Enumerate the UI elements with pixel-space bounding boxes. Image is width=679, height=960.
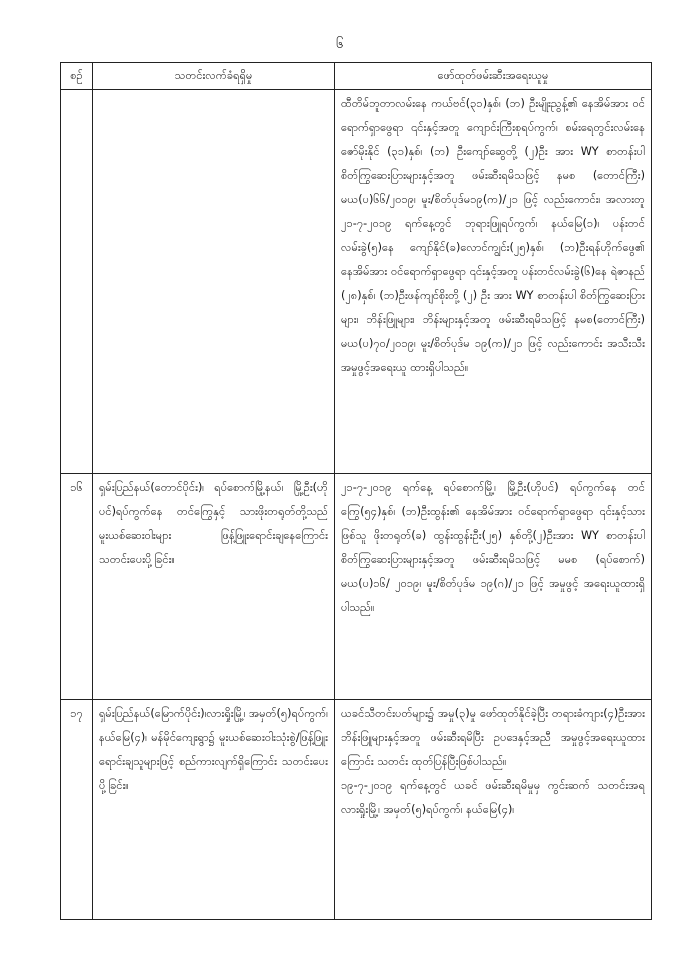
row-serial-number [61,90,93,474]
table-header [61,63,652,90]
page-number: ၆ [335,37,344,52]
header-row [61,63,652,90]
action-paragraph: ထီတိမ်ဘူတာလမ်းနေ ကယ်ဗင်(၃၁)နှစ်၊ (ဘ) ဦးမျိုးညွန့်၏ နေအိမ်အား ဝင်ရောက်ရှာဖွေရာ ၎င်းနှင့်အတူ ကျောင်းကြီးစုရပ်ကွက်၊ စမ်းရေတွင်းလမ်းနေ ဇော်မိုးနိုင် (၃၁)နှစ်၊ (ဘ) ဦးကျော်ဆွေတို့ (၂)ဦး အား WY စာတန်းပါ စိတ်ကြွဆေးပြားများနှင့်အတူ ဖမ်းဆီးရမိသဖြင့် နမစ (တောင်ကြီး) မယ(ပ)၆၆/၂၀၁၉၊ မူး/စိတ်ပုဒ်မ၁၉(က)/၂၁ ဖြင့် လည်းကောင်း၊ အလားတူ ၂၁-၇-၂၀၁၉ ရက်နေ့တွင် ဘုရားဖြူရပ်ကွက်၊ နယ်မြေ(၁)၊ ပန်းတင်လမ်းခွဲ(၅)နေ ကျော်နိုင်(ခ)လောင်ကျွင်း(၂၅)နှစ်၊ (ဘ)ဦးရန်ဟိုက်ဖွေ၏ နေအိမ်အား ဝင်ရောက်ရှာဖွေရာ ၎င်းနှင့်အတူ ပန်းတင်လမ်းခွဲ(၆)နေ ရဲဇာနည် (၂၈)နှစ်၊ (ဘ)ဦးဖန်ကျင်စိုးတို့ (၂) ဦး အား WY စာတန်းပါ စိတ်ကြွဆေးပြားများ၊ ဘိန်းဖြူများ၊ ဘိန်းများနှင့်အတူ ဖမ်းဆီးရမိသဖြင့် နမစ(တောင်ကြီး) မယ(ပ)၇၀/၂၀၁၉၊ မူး/စိတ်ပုဒ်မ ၁၉(က)/၂၁ ဖြင့် လည်းကောင်း အသီးသီး အမှုဖွင့်အရေးယူ ထားရှိပါသည်။ [341,97,645,374]
action-paragraph: ၁၉-၇-၂၀၁၉ ရက်နေ့တွင် ယခင် ဖမ်းဆီးရမိမှုမှ ကွင်းဆက် သတင်းအရ လားရှိုးမြို့၊ အမှတ်(၅)ရပ်ကွက်၊ နယ်မြေ(၄)၊ [341,779,645,816]
row-information-received: ရှမ်းပြည်နယ်(မြောက်ပိုင်း)၊လားရှိုးမြို့၊ အမှတ်(၅)ရပ်ကွက်၊ နယ်မြေ(၄)၊ မန်မိုင်ကျေးရွာ၌ မူးယစ်ဆေးဝါးသုံးစွဲ/ဖြန့်ဖြူး ရောင်းချသူများဖြင့် စည်ကားလျက်ရှိကြောင်း သတင်းပေးပို့ခြင်း။ [93,700,335,920]
header-action-taken: ဖော်ထုတ်ဖမ်းဆီးအရေးယူမှု [335,63,652,90]
action-paragraph: ယခင်သီတင်းပတ်များ၌ အမှု(၃)မှု ဖော်ထုတ်နိုင်ခဲ့ပြီး တရားခံကျား(၄)ဦးအား ဘိန်းဖြူများနှင့်အတူ ဖမ်းဆီးရမိပြီး ဥပဒေနှင့်အညီ အမှုဖွင့်အရေးယူထားကြောင်း သတင်း ထုတ်ပြန်ပြီးဖြစ်ပါသည်။ [341,707,645,768]
header-information-received: သတင်းလက်ခံရရှိမှု [93,63,335,90]
row-serial-number: ၁၆ [61,474,93,700]
table-row [61,90,652,474]
row-serial-number: ၁၇ [61,700,93,920]
row-information-received: ရှမ်းပြည်နယ်(တောင်ပိုင်း)၊ ရပ်စောက်မြို့နယ်၊ မြို့ဦး(ဟိုပင်)ရပ်ကွက်နေ တင်ကြွေနှင့် သားဖိုးတရုတ်တို့သည် မူးယစ်ဆေးဝါးများ ဖြန့်ဖြူးရောင်းချနေကြောင်း သတင်းပေးပို့ခြင်း။ [93,474,335,700]
action-paragraph: ၂၁-၇-၂၀၁၉ ရက်နေ့ ရပ်စောက်မြို့၊ မြို့ဦး(ဟိုပင်) ရပ်ကွက်နေ တင်ကြွေ(၅၄)နှစ်၊ (ဘ)ဦးထွန်း၏ နေအိမ်အား ဝင်ရောက်ရှာဖွေရာ ၎င်းနှင့်သားဖြစ်သူ ဖိုးတရုတ်(ခ) ထွန်းထွန်းဦး(၂၅) နှစ်တို့(၂)ဦးအား WY စာတန်းပါ စိတ်ကြွဆေးပြားများနှင့်အတူ ဖမ်းဆီးရမိသဖြင့် မမစ (ရပ်စောက်) မယ(ပ)၁၆/ ၂၀၁၉၊ မူး/စိတ်ပုဒ်မ ၁၉(ဂ)/၂၁ ဖြင့် အမှုဖွင့် အရေးယူထားရှိ ပါသည်။ [341,481,645,614]
table-body [61,90,652,920]
row-action-taken [335,700,652,920]
report-table [60,62,652,920]
row-information-received [93,90,335,474]
table-row [61,474,652,700]
header-serial-number: စဉ် [61,63,93,90]
table-row [61,700,652,920]
row-action-taken [335,90,652,474]
row-action-taken [335,474,652,700]
